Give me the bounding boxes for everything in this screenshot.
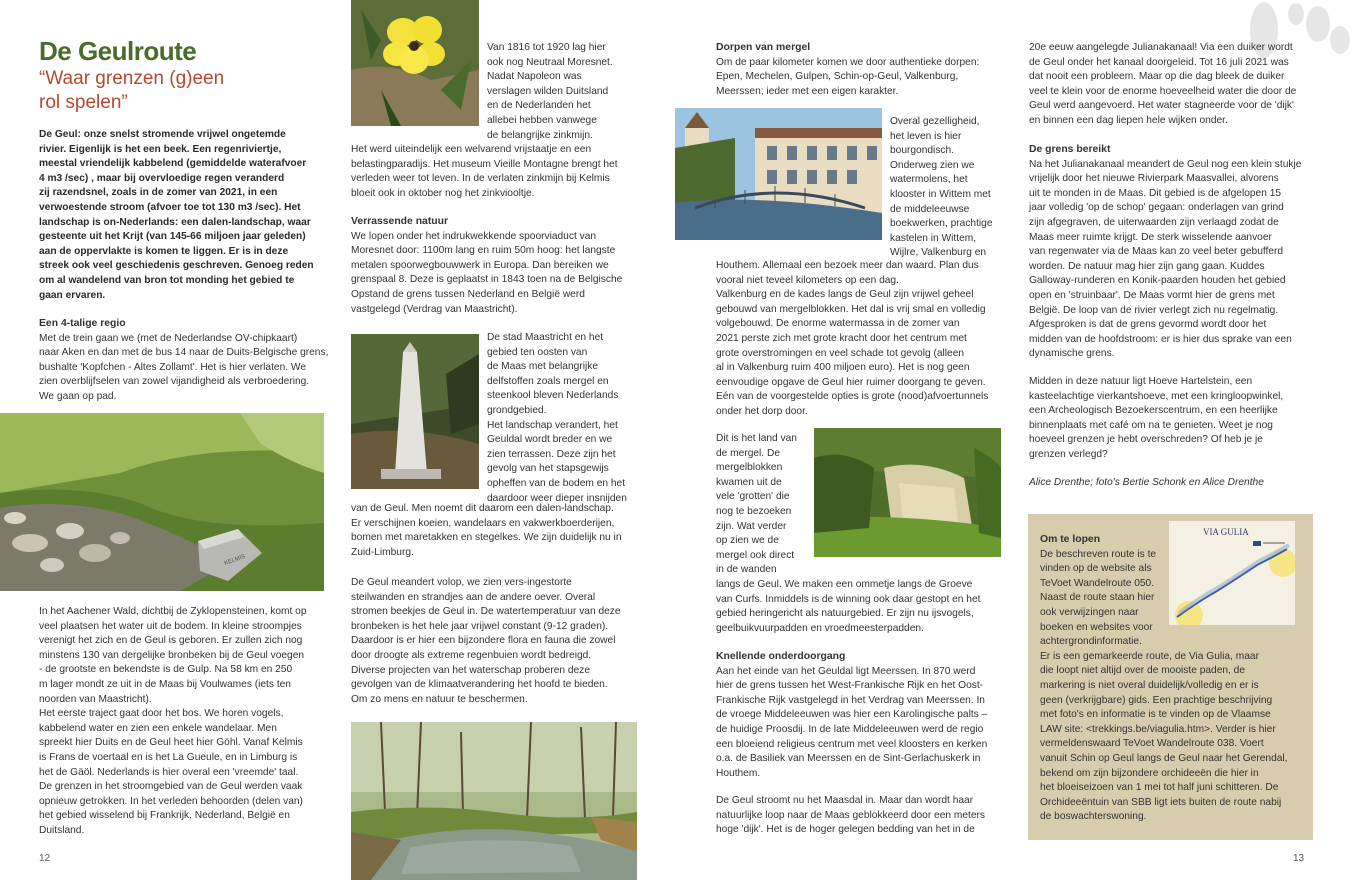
box-content <box>1040 533 1288 825</box>
text-line: - de grootste en bekendste is de Gulp. Na 58 km en 250 <box>39 664 293 676</box>
text-line: van Curfs. Inmiddels is de winning ook daar gestopt en het <box>716 593 981 605</box>
stone-label: KELMIS <box>223 553 247 567</box>
text-line: Om de paar kilometer komen we door authentieke dorpen: <box>716 56 980 68</box>
text-line: hoeveel grenzen je hebt overschreden? Of heb je je <box>1029 434 1263 446</box>
text-line: van de Geul. Men noemt dit daarom een dalen-landschap. <box>351 503 614 514</box>
text-line: het leven is hier <box>890 130 962 142</box>
text-line: Houthem. Allemaal een bezoek meer dan waard. Plan dus <box>716 260 979 271</box>
valley-paragraph <box>351 502 622 560</box>
meander-paragraph <box>351 576 621 707</box>
page-number-right: 13 <box>1293 853 1305 864</box>
text-line: Nadat Napoleon was <box>487 71 582 83</box>
text-line: Dit is het land van <box>716 433 797 444</box>
text-line: vanuit Schin op Geul langs de Geul naar het Gerendal, <box>1040 752 1288 764</box>
text-line: bomen met maretakken en stegelkes. We zijn duidelijk nu in <box>351 532 622 544</box>
text-line: opheffen van de bodem en het <box>487 477 626 489</box>
text-line: Duitsland. <box>39 824 85 836</box>
text-line: Van 1816 tot 1920 lag hier <box>487 42 606 53</box>
text-line: geelbuikvuurpadden en vroedmeesterpadden. <box>716 622 924 634</box>
section-underpass <box>716 650 987 781</box>
text-line: Het eerste traject gaat door het bos. We horen vogels, <box>39 708 284 720</box>
text-line: Frankische Rijk vastgelegd in het Verdrag van Meerssen. In <box>716 694 985 706</box>
curfs-paragraph <box>716 578 980 636</box>
text-line: Wijlre, Valkenburg en <box>890 247 987 259</box>
text-line: vermeldenswaard TeVoet Wandelroute 038. Voert <box>1040 738 1264 750</box>
text-line: landschap is on-Nederlands: een dalen-landschap, waar <box>39 216 311 228</box>
text-line: aan de oppervlakte is komen te liggen. Er is in deze <box>39 245 289 257</box>
text-line: midden van de hoofdstroom: er is hier dus sprake van een <box>1029 333 1292 345</box>
marl-cliff-photo <box>814 428 1001 557</box>
text-line: Na het Julianakanaal meandert de Geul nog een klein stukje <box>1029 158 1302 170</box>
box-body <box>1040 650 1288 825</box>
text-line: het bloeiseizoen van 1 mei tot half juni schitteren. De <box>1040 782 1279 794</box>
text-line: veel plaatsen het water uit de bodem. In kleine stroompjes <box>39 620 302 632</box>
section-border <box>1029 143 1301 362</box>
text-line: Meerssen; ieder met een eigen karakter. <box>716 85 899 97</box>
maastricht-paragraph <box>487 331 627 506</box>
text-line: Opstand de grens tussen Nederland en België werd <box>351 288 585 300</box>
text-line: gaan ervaren. <box>39 289 106 301</box>
section-body <box>39 332 328 405</box>
text-line: verslagen wilden Duitsland <box>487 85 609 97</box>
page-subtitle <box>39 67 224 115</box>
text-line: Zuid-Limburg. <box>351 546 414 558</box>
villages-wrap-paragraph <box>890 115 993 261</box>
text-line: meestal vriendelijk kabbelend (gemiddelde waterafvoer <box>39 158 307 170</box>
subtitle-line: rol spelen” <box>39 92 128 113</box>
stream-photo <box>0 413 324 591</box>
text-line: de mergel. De <box>716 447 780 459</box>
text-line: Overal gezelligheid, <box>890 116 980 127</box>
text-line: spreekt hier Duits en de Geul heet hier Göhl. Vanaf Kelmis <box>39 737 303 749</box>
text-line: mergelblokken <box>716 462 783 474</box>
text-line: De grenzen in het stroomgebied van de Geul werden vaak <box>39 781 303 793</box>
text-line: kwamen uit de <box>716 476 782 488</box>
text-line: boekwerken, prachtige <box>890 218 993 230</box>
text-line: en de Nederlanden het <box>487 100 591 112</box>
text-line: Moresnet door: 1100m lang en ruim 50m hoog: het langste <box>351 245 616 257</box>
text-line: zij razendsnel, zoals in de zomer van 2021, in een <box>39 187 278 199</box>
moresnet-paragraph <box>487 41 613 143</box>
text-line: op zien we de <box>716 535 779 547</box>
text-line: vinden op de website als <box>1040 563 1152 575</box>
text-line: achtergrondinformatie. <box>1040 636 1142 648</box>
intro-paragraph <box>39 128 314 303</box>
subtitle-line: “Waar grenzen (g)een <box>39 68 225 89</box>
text-line: geen (verkrijgbare) gids. Een prachtige beschrijving <box>1040 694 1273 706</box>
text-line: 2021 perste zich met grote kracht door het centrum met <box>716 332 967 344</box>
text-line: natuurlijke loop naar de Maas geblokkeerd door een meters <box>716 809 985 821</box>
text-line: gebied heringericht als natuurgebied. Er zijn nu ijsvogels, <box>716 608 974 620</box>
text-line: Houthem. <box>716 767 761 779</box>
source-paragraph <box>39 605 306 839</box>
section-heading: Een 4-talige regio <box>39 318 126 329</box>
section-heading: De grens bereikt <box>1029 144 1111 155</box>
text-line: de boswachterswoning. <box>1040 811 1147 823</box>
text-line: belastingparadijs. Het museum Vieille Montagne brengt het <box>351 158 618 170</box>
photo-credits: Alice Drenthe; foto's Bertie Schonk en Alice Drenthe <box>1029 477 1264 488</box>
text-line: eenvoudige opgave de Geul hier ruimer doorgang te geven. <box>716 376 986 388</box>
canal-paragraph <box>1029 41 1296 129</box>
text-line: België. De loop van de rivier verlegt zich nu regelmatig. <box>1029 304 1279 316</box>
text-line: De beschreven route is te <box>1040 548 1157 560</box>
text-line: is Frans de voertaal en is het La Gueule, en in Limburg is <box>39 751 298 763</box>
text-line: De Geul meandert volop, we zien vers-ingestorte <box>351 577 572 588</box>
text-line: metalen spoorwegbouwwerk in Europa. Dan bereiken we <box>351 259 609 271</box>
text-line: kasteelachtige vierkantshoeve, met een kringloopwinkel, <box>1029 390 1284 402</box>
text-line: Diverse projecten van het waterschap proberen deze <box>351 664 590 676</box>
text-line: om al wandelend van bron tot monding het gebied te <box>39 274 295 286</box>
text-line: vele 'grotten' die <box>716 491 790 503</box>
text-line: in de wanden <box>716 564 777 576</box>
section-heading: Knellende onderdoorgang <box>716 651 846 662</box>
text-line: delfstoffen zoals mergel en <box>487 375 609 387</box>
text-line: 20e eeuw aangelegde Julianakanaal! Via een duiker wordt <box>1029 42 1293 53</box>
text-line: gevolgen van de klimaatverandering het hoofd te bieden. <box>351 679 608 691</box>
text-line: volgebouwd. De enorme watermassa in de zomer van <box>716 318 960 330</box>
valkenburg-paragraph <box>716 259 988 420</box>
text-line: rivier. Eigenlijk is het een beek. Een regenriviertje, <box>39 143 282 155</box>
text-line: nog te bezoeken <box>716 505 792 517</box>
text-line: gebied ten oosten van <box>487 346 588 358</box>
text-line: We gaan op pad. <box>39 390 117 402</box>
text-line: die loopt niet altijd over de mooiste paden, de <box>1040 665 1246 677</box>
text-line: Aan het einde van het Geuldal ligt Meerssen. In 870 werd <box>716 665 976 677</box>
text-line: uit te monden in de Maas. Dit gebied is de afgelopen 15 <box>1029 187 1282 199</box>
text-line: De stad Maastricht en het <box>487 332 604 343</box>
text-line: door droogte als extreme regenbuien wordt bedreigd. <box>351 649 592 661</box>
text-line: markering is niet overal duidelijk/volledig en er is <box>1040 679 1259 691</box>
section-nature <box>351 215 622 317</box>
text-line: vooral niet teveel kilometers op een dag. <box>716 274 899 286</box>
text-line: bronbeken is het hele jaar vrijwel constant (9-12 graden). <box>351 620 609 632</box>
text-line: daardoor weer dieper insnijden <box>487 492 627 504</box>
valkenburg-canal-photo <box>675 108 882 240</box>
text-line: verleden weer tot leven. In de verlaten zinkmijn bij Kelmis <box>351 173 610 185</box>
text-line: o.a. de Basiliek van Meerssen en de Sint-Gerlachuskerk in <box>716 753 981 765</box>
text-line: Orchideeëntuin van SBB ligt iets buiten de route nabij <box>1040 796 1282 808</box>
text-line: een bloeiend religieus centrum met veel kloosters en kerken <box>716 738 988 750</box>
text-line: streek ook veel geschiedenis geschreven. Genoeg reden <box>39 260 314 272</box>
text-line: kabbelend water en zien een enkele wandelaar. Men <box>39 722 277 734</box>
text-line: Onderweg zien we <box>890 159 975 171</box>
text-line: de belangrijke zinkmijn. <box>487 129 593 141</box>
text-line: LAW site: <trekkings.be/viagulia.htm>. Verder is hier <box>1040 723 1276 735</box>
text-line: grenzen verlegd? <box>1029 448 1108 460</box>
text-line: steenkool bleven Nederlands <box>487 390 619 402</box>
river-bend-photo <box>351 722 637 880</box>
text-line: gevolg van het stapsgewijs <box>487 463 609 475</box>
section-heading: Dorpen van mergel <box>716 42 811 53</box>
text-line: verenigt het zich en de Geul is geboren. Er zullen zich nog <box>39 635 303 647</box>
text-line: open en 'struinbaar'. De Maas vormt hier de grens met <box>1029 289 1275 301</box>
text-line: Midden in deze natuur ligt Hoeve Hartelstein, een <box>1029 376 1253 387</box>
text-line: bekend om zijn bijzondere orchideeën die hier in <box>1040 767 1259 779</box>
section-body <box>716 665 987 782</box>
text-line: Geul werd aangevoerd. Het water stagneerde voor de 'dijk' <box>1029 100 1294 112</box>
text-line: dynamische grens. <box>1029 348 1115 360</box>
text-line: de vroege Middeleeuwen was hier een Karolingische palts – <box>716 709 988 721</box>
section-body <box>351 230 622 318</box>
text-line: Het landschap verandert, het <box>487 419 618 431</box>
section-villages <box>716 41 979 99</box>
text-line: dat nooit een probleem. Maar op die dag bleek de duiker <box>1029 71 1285 83</box>
section-region <box>39 317 328 405</box>
text-line: Eén van de voorgestelde opties is grote (nood)afvoertunnels <box>716 391 989 403</box>
text-line: ook verwijzingen naar <box>1040 606 1139 618</box>
text-line: Naast de route staan hier <box>1040 592 1155 604</box>
text-line: ook nog Neutraal Moresnet. <box>487 56 613 68</box>
box-heading: Om te lopen <box>1040 534 1101 545</box>
text-line: het de Gäöl. Nederlands is hier overal een 'vreemde' taal. <box>39 766 299 778</box>
text-line: bloeit ook in oktober nog het zinkviooltje. <box>351 187 535 199</box>
text-line: Er verschijnen koeien, wandelaars en vakwerkboerderijen, <box>351 517 615 529</box>
section-heading: Verrassende natuur <box>351 216 449 227</box>
section-body <box>1029 158 1301 362</box>
text-line: zien overblijfselen van zowel vijandigheid als verbroedering. <box>39 376 310 388</box>
text-line: Maas meer ruimte krijgt. De sterk wisselende aanvoer <box>1029 231 1272 243</box>
text-line: Valkenburg en de kades langs de Geul zijn vrijwel geheel <box>716 289 974 301</box>
text-line: naar Aken en dan met de bus 14 naar de Duits-Belgische grens, <box>39 347 329 359</box>
text-line: gesteente uit het Krijt (van 145-66 miljoen jaar geleden) <box>39 231 306 243</box>
text-line: stromen beekjes de Geul in. De watertemperatuur van deze <box>351 606 621 618</box>
text-line: m lager mondt ze uit in de Maas bij Voulwames (iets ten <box>39 678 291 690</box>
text-line: Er is een gemarkeerde route, de Via Gulia, maar <box>1040 650 1259 662</box>
text-line: De Geul stroomt nu het Maasdal in. Maar dan wordt haar <box>716 795 974 806</box>
text-line: steilwanden en strandjes aan de andere oever. Overal <box>351 591 596 603</box>
box-wrap-text <box>1040 548 1288 650</box>
text-line: bushalte 'Kopfchen - Altes Zollamt'. Het is hier verlaten. We <box>39 361 307 373</box>
text-line: klooster in Wittem met <box>890 188 991 200</box>
text-line: Met de trein gaan we (met de Nederlandse OV-chipkaart) <box>39 332 298 344</box>
text-line: een Archeologisch Bezoekerscentrum, en een heerlijke <box>1029 405 1278 417</box>
text-line: allebei hebben vanwege <box>487 114 597 126</box>
text-line: boeken en websites voor <box>1040 621 1153 633</box>
text-line: hier de grens tussen het West-Frankische Rijk en het Oost- <box>716 680 984 692</box>
text-line: Daardoor is er hier een bijzondere flora en fauna die zowel <box>351 635 616 647</box>
text-line: grote overstromingen en veel schade tot gevolg (alleen <box>716 347 965 359</box>
page-title: De Geulroute <box>39 36 197 66</box>
text-line: het gebied wisselend bij Frankrijk, Nederland, België en <box>39 810 290 822</box>
text-line: van regenwater via de Maas kan zo veel beter gebufferd <box>1029 246 1284 258</box>
text-line: de middeleeuwse <box>890 203 970 215</box>
text-line: jaar volledig 'op de schop' gegaan: onderlagen van grind <box>1029 202 1284 214</box>
text-line: Geuldal wordt breder en we <box>487 434 613 446</box>
text-line: al in Valkenburg ruim 400 miljoen euro). Het is nog geen <box>716 362 970 374</box>
text-line: gebouwd van mergelblokken. Het dal is vrij smal en volledig <box>716 303 986 315</box>
text-line: bourgondisch. <box>890 145 955 157</box>
text-line: grondgebied. <box>487 404 547 416</box>
closing-paragraph <box>1029 375 1283 463</box>
text-line: zijn afgegraven, de uiterwaarden zijn verlaagd zodat de <box>1029 216 1279 228</box>
text-line: Afgesproken is dat de grens gevormd wordt door het <box>1029 319 1267 331</box>
text-line: vastgelegd (Verdrag van Maastricht). <box>351 303 518 315</box>
text-line: de Geul onder het kanaal doorgeleid. Tot 16 juli 2021 was <box>1029 56 1289 68</box>
text-line: grenspaal 8. Deze is geplaatst in 1843 toen na de Belgische <box>351 274 623 286</box>
text-line: Het werd uiteindelijk een welvarend vrijstaatje en een <box>351 144 592 155</box>
text-line: de huidige Proosdij. In de late Middeleeuwen werd de regio <box>716 723 984 735</box>
zinc-paragraph <box>351 143 618 201</box>
text-line: kastelen in Wittem, <box>890 232 977 244</box>
text-line: met foto's en informatie is te vinden op de Vlaamse <box>1040 709 1271 721</box>
maasdal-paragraph <box>716 794 985 838</box>
text-line: worden. De natuur mag hier zijn gang gaan. Kuddes <box>1029 260 1265 272</box>
text-line: veel te klein voor de enorme hoeveelheid water die door de <box>1029 85 1297 97</box>
text-line: 4 m3 /sec) , maar bij overvloedige regen veranderd <box>39 172 285 184</box>
text-line: de Maas met belangrijke <box>487 361 598 373</box>
map-title: VIA GULIA <box>1203 527 1249 537</box>
text-line: en binnen een dag liepen hele wijken onder. <box>1029 114 1228 126</box>
border-post-photo <box>351 334 479 489</box>
text-line: Galloway-runderen en Konik-paarden houden het gebied <box>1029 275 1286 287</box>
text-line: De Geul: onze snelst stromende vrijwel ongetemde <box>39 129 286 140</box>
text-line: watermolens, het <box>890 174 968 186</box>
text-line: verwoestende stroom (afvoer toe tot 130 m3 /sec). Het <box>39 201 301 213</box>
text-line: zien terrassen. Deze zijn het <box>487 448 616 460</box>
marl-wrap-paragraph <box>716 432 797 578</box>
text-line: onder het dorp door. <box>716 405 808 417</box>
text-line: binnenplaats met café om na te genieten. Weet je nog <box>1029 419 1273 431</box>
text-line: Om zo mens en natuur te beschermen. <box>351 693 528 705</box>
text-line: hoge 'dijk'. Het is de hoger gelegen bedding van het in de <box>716 824 975 836</box>
viola-flower-photo <box>351 0 479 126</box>
text-line: Epen, Mechelen, Gulpen, Schin-op-Geul, Valkenburg, <box>716 71 959 83</box>
text-line: zijn. Wat verder <box>716 520 787 532</box>
text-line: In het Aachener Wald, dichtbij de Zyklopensteinen, komt op <box>39 606 307 617</box>
page-number-left: 12 <box>39 853 51 864</box>
text-line: noorden van Maastricht). <box>39 693 152 705</box>
section-body <box>716 56 979 100</box>
text-line: We lopen onder het indrukwekkende spoorviaduct van <box>351 230 597 242</box>
text-line: TeVoet Wandelroute 050. <box>1040 577 1155 589</box>
text-line: vrijelijk door het nieuwe Rivierpark Maasvallei, alvorens <box>1029 173 1279 185</box>
text-line: langs de Geul. We maken een ommetje langs de Groeve <box>716 579 973 590</box>
text-line: minstens 130 van dergelijke bronbeken bij de Geul voegen <box>39 649 305 661</box>
text-line: mergel ook direct <box>716 549 795 561</box>
text-line: opnieuw getrokken. In het verleden behoorden (delen van) <box>39 795 303 807</box>
